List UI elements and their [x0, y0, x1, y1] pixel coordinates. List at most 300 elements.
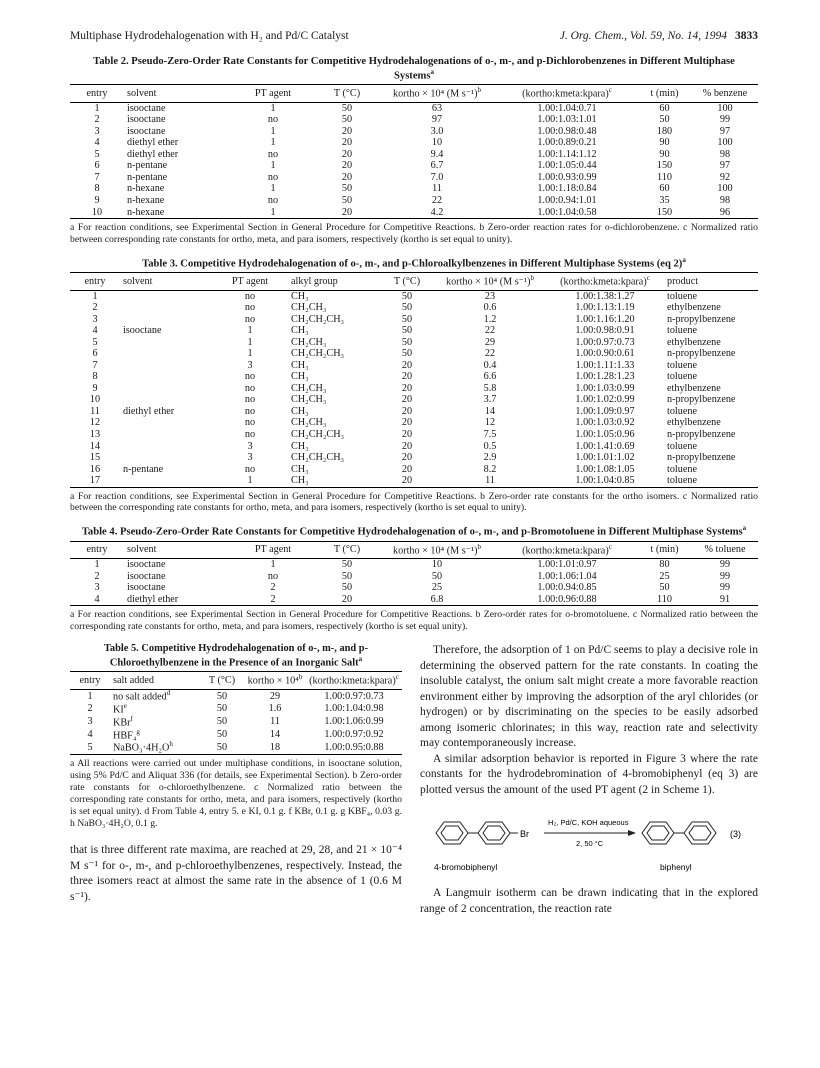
- table-row: [70, 102, 758, 114]
- table4-header-2: PT agent: [229, 541, 317, 558]
- table3-cell: 11: [434, 475, 546, 487]
- table4-header-7: % toluene: [692, 541, 758, 558]
- table5-cell: 50: [216, 703, 228, 715]
- table3-cell: 1.00:1.38:1.27: [575, 290, 635, 302]
- table2-cell: isooctane: [127, 125, 166, 137]
- table2-cell: 2: [94, 114, 100, 126]
- table3-cell: 0.5: [483, 440, 497, 452]
- table-row: [70, 383, 758, 395]
- table2-cell: 5: [94, 148, 100, 160]
- table-row: [70, 594, 758, 606]
- table-row: [70, 325, 758, 337]
- table3-cell: n-propylbenzene: [667, 394, 736, 406]
- table2-cell: 50: [659, 114, 670, 126]
- table2-cell: 3: [94, 125, 100, 137]
- table3-cell: no: [244, 313, 256, 325]
- table3-cell: 3: [247, 452, 253, 464]
- table2-cell: 98: [719, 148, 731, 160]
- table2-cell: 1.00:1.04:0.71: [537, 102, 597, 114]
- two-column-body: [70, 643, 758, 917]
- table3-cell: 20: [401, 452, 413, 464]
- table4-cell: 1.00:1.06:1.04: [537, 570, 597, 582]
- table3-header-1: solvent: [120, 273, 212, 290]
- table3-cell: CH₂CH₂CH₃: [291, 348, 345, 360]
- table4-cell: isooctane: [127, 570, 166, 582]
- table4-cell: 50: [431, 570, 443, 582]
- running-head: [70, 30, 758, 44]
- table3-cell: 20: [401, 440, 413, 452]
- table3-cell: 50: [401, 302, 413, 314]
- table4-cell: no: [267, 570, 279, 582]
- body-paragraph-2: A similar adsorption behavior is reported in Figure 3 where the rate constants for the hydrodebromination of 4-bromobiphenyl (eq 3) are plotted versus the amount of the used PT agent (2 in Scheme 1).: [420, 752, 758, 796]
- table-row: [70, 582, 758, 594]
- table3-cell: toluene: [667, 290, 697, 302]
- table4-cell: 99: [719, 582, 731, 594]
- table3-cell: 6.6: [483, 371, 497, 383]
- table4-cell: 1.00:0.96:0.88: [497, 594, 637, 606]
- reaction-scheme: [420, 808, 758, 880]
- table3-cell: CH₃: [291, 371, 309, 383]
- table3-cell: [120, 302, 212, 314]
- table3-cell: 17: [70, 475, 120, 487]
- table3-cell: n-propylbenzene: [667, 313, 736, 325]
- table3-cell: ethylbenzene: [667, 417, 721, 429]
- table3-cell: n-propylbenzene: [667, 428, 736, 440]
- table3-header-5: kortho × 10⁴ (M s⁻¹)$^b$: [434, 273, 546, 290]
- table3-cell: 1.00:1.03:0.99: [575, 382, 635, 394]
- table4-caption: Table 4. Pseudo-Zero-Order Rate Constants for Competitive Hydrodehalogenation of o-, m-, and p-Bromotoluene in Different Multiphase Systems$^a$: [81, 524, 747, 538]
- table2-header-2: PT agent: [229, 85, 317, 102]
- body-paragraph-3: A Langmuir isotherm can be drawn indicating that in the explored range of 2 concentration, the reaction rate: [420, 887, 758, 915]
- table2-cell: 20: [341, 125, 353, 137]
- table-row: [70, 183, 758, 195]
- table3-cell: 1.00:1.08:1.05: [575, 463, 635, 475]
- table2-cell: 63: [431, 102, 443, 114]
- table2-cell: 110: [657, 171, 672, 183]
- table3-cell: 29: [484, 336, 496, 348]
- table3-cell: 20: [401, 382, 413, 394]
- table5-cell: 3: [87, 716, 93, 728]
- table3-cell: 3: [247, 440, 253, 452]
- table3-cell: no: [244, 371, 256, 383]
- table5-cell: 1.00:0.97:0.92: [324, 729, 384, 741]
- table2-cell: 1.00:1.18:0.84: [537, 183, 597, 195]
- table4-cell: 50: [341, 559, 353, 571]
- table3-cell: CH₂CH₃: [291, 302, 327, 314]
- table5-cell: 1.00:1.04:0.98: [324, 703, 384, 715]
- table5-cell: $KI^e$: [113, 701, 127, 716]
- arrow-head-icon: [628, 830, 636, 836]
- table4-header-0: entry: [70, 541, 124, 558]
- table3-cell: 50: [401, 325, 413, 337]
- table-row: [70, 716, 402, 729]
- table2-cell: 99: [719, 114, 731, 126]
- table4-cell: 99: [719, 559, 731, 571]
- table2-cell: diethyl ether: [127, 148, 179, 160]
- table3-cell: CH₂CH₃: [291, 382, 327, 394]
- table3-cell: isooctane: [123, 325, 162, 337]
- table5-cell: KBr$^f$: [113, 714, 133, 729]
- table5-cell: 50: [216, 729, 228, 741]
- table-row: [70, 417, 758, 429]
- table2-cell: 1.00:1.04:0.58: [497, 207, 637, 219]
- table3-cell: 7.5: [483, 428, 497, 440]
- table3-cell: 13: [89, 428, 101, 440]
- table5-cell: 5: [70, 741, 110, 754]
- table3-cell: 1: [247, 336, 253, 348]
- table3-cell: 2: [92, 302, 98, 314]
- table4-cell: 2: [229, 594, 317, 606]
- table2-header-5: (kortho:kmeta:kpara)$^c$: [497, 85, 637, 102]
- table2-cell: 35: [659, 194, 670, 206]
- table3-cell: 20: [401, 463, 413, 475]
- table-row: [70, 452, 758, 464]
- table2-cell: 60: [659, 183, 670, 195]
- table2-cell: no: [267, 171, 279, 183]
- table3-cell: 10: [89, 394, 101, 406]
- table3-cell: 1.00:1.09:0.97: [575, 405, 635, 417]
- table4-cell: 20: [317, 594, 377, 606]
- table3-cell: 4: [92, 325, 98, 337]
- journal-citation: J. Org. Chem., Vol. 59, No. 14, 1994: [559, 30, 727, 42]
- table3-cell: [120, 383, 212, 395]
- table3-cell: toluene: [667, 405, 697, 417]
- table3-cell: 22: [484, 348, 496, 360]
- table-row: [70, 114, 758, 126]
- table3-cell: CH₂CH₂CH₃: [291, 452, 345, 464]
- table-row: [70, 314, 758, 326]
- table5-cell: 4: [87, 729, 93, 741]
- table5-footnote: a All reactions were carried out under multiphase conditions, in isooctane solution, using 5% Pd/C and Aliquat 336 (for details, see Experimental Section). b Zero-order rate constants for o-chloroethylbenzene. c Normalized ratio between the corresponding rate constants for ortho, meta, and para isomers, respectively (kortho is set equal unity). d From Table 4, entry 5. e KI, 0.1 g. f KBr, 0.1 g. g KBF₄, 0.03 g. h NaBO₃·4H₂O, 0.1 g.: [70, 758, 402, 829]
- table3-cell: 15: [89, 452, 101, 464]
- table2-cell: 20: [341, 171, 353, 183]
- table-row: [70, 172, 758, 184]
- table3-cell: CH₂CH₂CH₃: [291, 428, 345, 440]
- table3-cell: CH₃: [291, 405, 309, 417]
- equation-number: (3): [730, 829, 741, 840]
- table3-cell: 1.00:1.02:0.99: [575, 394, 635, 406]
- table3-cell: 50: [401, 290, 413, 302]
- table-row: [70, 290, 758, 302]
- table2-cell: 100: [717, 183, 733, 195]
- left-column: [70, 643, 402, 917]
- table5-cell: 11: [270, 716, 280, 728]
- table2-cell: 1.00:1.03:1.01: [537, 114, 597, 126]
- table2-caption: Table 2. Pseudo-Zero-Order Rate Constants for Competitive Hydrodehalogenations of o-, m-, and p-Dichlorobenzenes in Different Multiphase Systems$^a$: [93, 55, 735, 82]
- table2-cell: 9: [94, 194, 100, 206]
- table2-cell: 96: [692, 207, 758, 219]
- table-row: [70, 559, 758, 571]
- table3-cell: no: [244, 463, 256, 475]
- table4-cell: 25: [431, 582, 443, 594]
- table5-cell: 1.00:0.97:0.73: [324, 690, 384, 702]
- table2-cell: 1: [270, 137, 276, 149]
- table3-cell: 6: [92, 348, 98, 360]
- table3-cell: n-propylbenzene: [667, 348, 736, 360]
- table-row: [70, 360, 758, 372]
- table4-cell: 2: [270, 582, 276, 594]
- table2-cell: 150: [637, 207, 692, 219]
- table2-cell: 20: [341, 160, 353, 172]
- table4-cell: 3: [94, 582, 100, 594]
- table2-cell: 1: [270, 160, 276, 172]
- table3-cell: 3: [92, 313, 98, 325]
- body-paragraph-1: Therefore, the adsorption of 1 on Pd/C seems to play a decisive role in determining the observed pattern for the rate constants. In coating the insoluble catalyst, the onium salt might create a more favorable reaction environment either by improving the adsorption of the aryl chlorides (or hydrogen) or by discriminating on the species to be easily adsorbed among isomeric chlorinates; in this way, reaction rate and selectivity may contemporaneously increase.: [420, 644, 758, 750]
- table-row: [70, 337, 758, 349]
- table5-cell: 50: [200, 741, 244, 754]
- table3-header-3: alkyl group: [288, 273, 380, 290]
- table3-cell: [120, 290, 212, 302]
- table3-cell: diethyl ether: [123, 405, 175, 417]
- table4-cell: 6.8: [377, 594, 497, 606]
- table3-cell: 1.00:1.16:1.20: [575, 313, 635, 325]
- table-row: [70, 429, 758, 441]
- table3-cell: no: [244, 394, 256, 406]
- table3-cell: 1: [212, 475, 288, 487]
- table3-cell: CH₂CH₂CH₃: [291, 313, 345, 325]
- table2-cell: 7: [94, 171, 100, 183]
- table-row: [70, 371, 758, 383]
- reaction-scheme-drawing: [420, 808, 758, 880]
- table3-cell: CH₃: [291, 290, 309, 302]
- table3-cell: 20: [401, 405, 413, 417]
- table3-cell: [120, 348, 212, 360]
- table3-cell: ethylbenzene: [667, 302, 721, 314]
- table3-cell: [120, 371, 212, 383]
- table2-footnote: a For reaction conditions, see Experimental Section in General Procedure for Competitive Reactions. b Zero-order reaction rates for o-dichlorobenzene. c Normalized ratio between corresponding rate constants for ortho, meta, and para isomers, respectively (kortho is set equal to unity).: [70, 222, 758, 245]
- table2-cell: 100: [717, 102, 733, 114]
- table2-cell: 6: [94, 160, 100, 172]
- table5-cell: 29: [269, 690, 281, 702]
- table3-cell: 5: [92, 336, 98, 348]
- table2-cell: 3.0: [430, 125, 444, 137]
- table2-header-1: solvent: [124, 85, 229, 102]
- table3-header-6: (kortho:kmeta:kpara)$^c$: [546, 273, 664, 290]
- table5: [70, 671, 402, 755]
- table4-cell: isooctane: [127, 582, 166, 594]
- table-row: [70, 126, 758, 138]
- table3-cell: toluene: [667, 325, 697, 337]
- table4-cell: 10: [431, 559, 443, 571]
- table2-cell: 90: [659, 148, 670, 160]
- table3-header-4: T (°C): [380, 273, 434, 290]
- table3-cell: 3.7: [483, 394, 497, 406]
- table4-cell: 80: [659, 559, 670, 571]
- table3-cell: no: [244, 428, 256, 440]
- table3-cell: 12: [484, 417, 496, 429]
- table4-cell: isooctane: [127, 559, 166, 571]
- table4-cell: 50: [659, 582, 670, 594]
- table3-cell: toluene: [667, 359, 697, 371]
- table3-cell: CH₂CH₃: [291, 394, 327, 406]
- table3-cell: no: [244, 382, 256, 394]
- table3-cell: 9: [92, 382, 98, 394]
- table3-cell: 50: [401, 348, 413, 360]
- table2-cell: diethyl ether: [127, 137, 179, 149]
- table3-cell: no: [244, 405, 256, 417]
- table2-cell: 90: [659, 137, 670, 149]
- table2-cell: isooctane: [127, 114, 166, 126]
- table3-cell: toluene: [667, 463, 697, 475]
- table2-header-6: t (min): [637, 85, 692, 102]
- table-row: [70, 348, 758, 360]
- table3-cell: 14: [89, 440, 101, 452]
- table-row: [70, 406, 758, 418]
- left-body-text: that is three different rate maxima, are reached at 29, 28, and 21 × 10⁻⁴ M s⁻¹ for o-, m-, and p-chloroethylbenzenes, respectively. Instead, the three isomers react at almost the same rate in the absence of 1 (0.6 M s⁻¹).: [70, 844, 402, 903]
- table3-cell: CH₂CH₃: [291, 417, 327, 429]
- table4-cell: 1: [270, 559, 276, 571]
- table5-header-4: (kortho:kmeta:kpara)$^c$: [306, 672, 402, 689]
- table-row: [70, 741, 402, 754]
- table5-cell: no salt added$^d$: [113, 688, 171, 703]
- table2-cell: 20: [341, 148, 353, 160]
- table2-cell: 6.7: [430, 160, 444, 172]
- table2-header-0: entry: [70, 85, 124, 102]
- table4-footnote: a For reaction conditions, see Experimental Section in General Procedure for Competitive Reactions. b Zero-order rates for o-bromotoluene. c Normalized ratio between the corresponding rate constants for ortho, meta, and para isomers, respectively (kortho is set equal unity).: [70, 609, 758, 633]
- table3-cell: 22: [484, 325, 496, 337]
- table3-cell: 1.00:1.41:0.69: [575, 440, 635, 452]
- table4-cell: 1.00:1.01:0.97: [537, 559, 597, 571]
- table2-cell: 1.00:0.89:0.21: [537, 137, 597, 149]
- table2-cell: 97: [431, 114, 443, 126]
- table-row: [70, 571, 758, 583]
- table5-cell: 50: [216, 716, 228, 728]
- table4-header-3: T (°C): [317, 541, 377, 558]
- table2-cell: 4.2: [377, 207, 497, 219]
- table3-cell: [120, 441, 212, 453]
- table2-cell: 4: [94, 137, 100, 149]
- table3-cell: 11: [90, 405, 100, 417]
- table2-cell: 97: [719, 160, 731, 172]
- table2-cell: n-hexane: [124, 207, 229, 219]
- table3-cell: 1.00:1.03:0.92: [575, 417, 635, 429]
- table3-cell: toluene: [667, 371, 697, 383]
- table3-cell: no: [244, 302, 256, 314]
- table3-cell: 1.00:0.98:0.91: [575, 325, 635, 337]
- table3-cell: CH₃: [291, 359, 309, 371]
- table2-cell: 7.0: [430, 171, 444, 183]
- table-row: [70, 703, 402, 716]
- table2-cell: 50: [341, 183, 353, 195]
- table3: [70, 272, 758, 487]
- table2-cell: 10: [431, 137, 443, 149]
- table2-cell: 1.00:0.94:1.01: [537, 194, 597, 206]
- product-name: biphenyl: [660, 862, 692, 873]
- table3-cell: [120, 394, 212, 406]
- table3-cell: 50: [401, 336, 413, 348]
- table2-cell: no: [267, 114, 279, 126]
- table3-cell: 1.00:1.05:0.96: [575, 428, 635, 440]
- table5-cell: 1: [87, 690, 93, 702]
- journal-page: [70, 30, 758, 917]
- table2-cell: 60: [659, 102, 670, 114]
- table3-cell: 8.2: [483, 463, 497, 475]
- table4-cell: 1.00:0.94:0.85: [537, 582, 597, 594]
- table2-cell: 1: [229, 207, 317, 219]
- table3-cell: 20: [401, 394, 413, 406]
- table2-cell: 9.4: [430, 148, 444, 160]
- table3-cell: [120, 360, 212, 372]
- table5-cell: HBF₄$^g$: [113, 727, 140, 741]
- table2-cell: 1.00:0.98:0.48: [537, 125, 597, 137]
- table-row: [70, 441, 758, 453]
- reagents-top: H₂, Pd/C, KOH aqueous: [548, 818, 629, 828]
- table2-header-4: kortho × 10⁴ (M s⁻¹)$^b$: [377, 85, 497, 102]
- table2-cell: n-hexane: [127, 194, 165, 206]
- table3-cell: [120, 337, 212, 349]
- table-row: [70, 137, 758, 149]
- table-row: [70, 475, 758, 487]
- table-row: [70, 689, 402, 702]
- table3-cell: toluene: [667, 440, 697, 452]
- table4-header-4: kortho × 10⁴ (M s⁻¹)$^b$: [377, 541, 497, 558]
- page-number: 3833: [735, 30, 758, 42]
- table3-cell: CH₃: [291, 440, 309, 452]
- table3-cell: 20: [401, 428, 413, 440]
- table2-cell: 150: [656, 160, 673, 172]
- table-row: [70, 195, 758, 207]
- table3-cell: 1.2: [483, 313, 497, 325]
- table-row: [70, 394, 758, 406]
- table5-cell: 1.6: [268, 703, 282, 715]
- table3-cell: CH₃: [291, 325, 309, 337]
- table3-cell: 1: [92, 290, 98, 302]
- table3-cell: 0.4: [483, 359, 497, 371]
- table2-cell: no: [267, 194, 279, 206]
- table3-cell: 3: [247, 359, 253, 371]
- table5-cell: 2: [87, 703, 93, 715]
- table3-cell: 7: [92, 359, 98, 371]
- table3-cell: 1.00:0.97:0.73: [575, 336, 635, 348]
- table-row: [70, 149, 758, 161]
- table2-cell: 8: [94, 183, 100, 195]
- table-row: [70, 464, 758, 476]
- table4-cell: 91: [692, 594, 758, 606]
- table2-cell: 1: [270, 125, 276, 137]
- table5-cell: $NaBO_3\cdot 4H_2O^h$: [110, 741, 200, 754]
- table3-cell: 20: [401, 359, 413, 371]
- table2-header-7: % benzene: [692, 85, 758, 102]
- table3-cell: 1.00:1.28:1.23: [575, 371, 635, 383]
- table-row: [70, 160, 758, 172]
- table5-cell: 1.00:0.95:0.88: [306, 741, 402, 754]
- table3-cell: 20: [401, 371, 413, 383]
- table4-cell: 1: [94, 559, 100, 571]
- bromobiphenyl-structure: [436, 822, 518, 844]
- table3-cell: 0.6: [483, 302, 497, 314]
- table2-cell: n-pentane: [127, 160, 168, 172]
- table3-cell: n-pentane: [123, 463, 164, 475]
- right-column: [420, 643, 758, 917]
- table3-cell: 14: [484, 405, 496, 417]
- table2-cell: n-pentane: [127, 171, 168, 183]
- table3-cell: [120, 429, 212, 441]
- table3-cell: ethylbenzene: [667, 382, 721, 394]
- table5-header-2: T (°C): [200, 672, 244, 689]
- table3-cell: CH₃: [288, 475, 380, 487]
- table4-cell: diethyl ether: [124, 594, 229, 606]
- table2-cell: 1.00:1.05:0.44: [537, 160, 597, 172]
- table3-cell: toluene: [664, 475, 758, 487]
- table5-caption: Table 5. Competitive Hydrodehalogenation of o-, m-, and p-Chloroethylbenzene in the Presence of an Inorganic Salt$^a$: [103, 643, 369, 669]
- table5-cell: 14: [269, 729, 281, 741]
- table5-cell: 50: [216, 690, 228, 702]
- table2-cell: 180: [656, 125, 673, 137]
- table2-cell: isooctane: [127, 102, 166, 114]
- bromine-label: Br: [520, 829, 529, 840]
- biphenyl-structure: [642, 822, 716, 844]
- table3-cell: 2.9: [483, 452, 497, 464]
